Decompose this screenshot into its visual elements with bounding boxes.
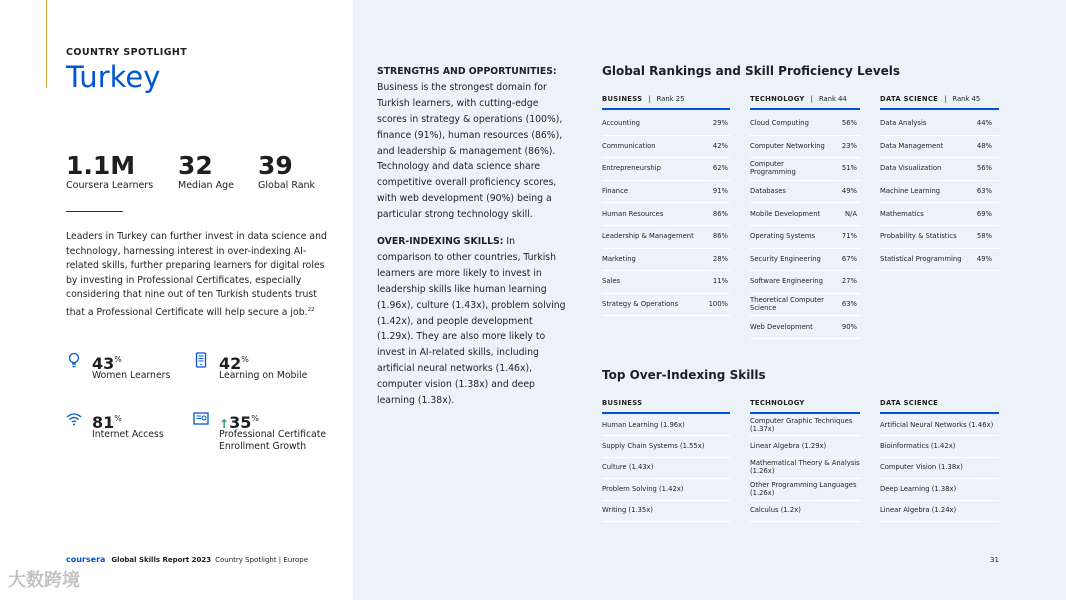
over-indexing-skill: Human Learning (1.96x) xyxy=(602,420,685,429)
column-name: BUSINESS xyxy=(602,399,643,407)
metric-mobile xyxy=(193,350,333,390)
top-skills-table xyxy=(602,399,999,529)
row-divider xyxy=(880,521,999,522)
arrow-up-icon: ↑ xyxy=(219,417,230,431)
over-indexing-skill: Computer Graphic Techniques (1.37x) xyxy=(750,416,853,433)
metric-value: 43% xyxy=(92,354,122,373)
skill-name: Operating Systems xyxy=(750,232,816,241)
intro-text: Leaders in Turkey can further invest in data science and technology, harnessing interest in over-indexing AI-related skills, further preparing learners for digital roles by investing in Professional Certificates, especially considering that nine out of ten Turkish students trust that a Professional Certificate will help secure a job. xyxy=(66,231,327,319)
skill-name: Marketing xyxy=(602,254,636,263)
header-rule xyxy=(880,108,999,110)
column-name: TECHNOLOGY xyxy=(750,95,805,103)
skill-name: Theoretical Computer Science xyxy=(750,296,824,313)
skill-value: N/A xyxy=(844,209,857,218)
skill-name: Communication xyxy=(602,141,656,150)
skill-name: Accounting xyxy=(602,119,640,128)
page-number: 31 xyxy=(990,556,999,564)
skill-value: 56% xyxy=(841,119,857,128)
skill-name: Data Visualization xyxy=(880,164,942,173)
certificate-icon xyxy=(193,411,209,427)
divider xyxy=(66,211,123,212)
section-label: Country Spotlight | Europe xyxy=(215,556,309,564)
column-header xyxy=(880,95,980,103)
stat-value: 1.1M xyxy=(66,151,136,180)
stat-value: 32 xyxy=(178,151,213,180)
over-indexing-skill: Problem Solving (1.42x) xyxy=(602,484,684,493)
skill-value: 63% xyxy=(841,300,857,309)
skill-name: Computer Networking xyxy=(750,141,825,150)
skill-name: Security Engineering xyxy=(750,254,821,263)
skill-name: Computer Programming xyxy=(750,160,796,177)
footnote-marker: 22 xyxy=(307,306,315,313)
over-indexing-skill: Bioinformatics (1.42x) xyxy=(880,442,956,451)
strengths-body: Business is the strongest domain for Turkish learners, with cutting-edge scores in strategy & operations (100%), finance (91%), human resources (86%), and leadership & management (86%). Technology and data science share competitive overall proficiency scores, with web development (90%) being a particular strong technology skill. xyxy=(377,81,563,221)
over-indexing-skill: Linear Algebra (1.29x) xyxy=(750,442,827,451)
skill-name: Databases xyxy=(750,187,786,196)
skill-name: Leadership & Management xyxy=(602,232,694,241)
header-separator: | xyxy=(810,95,813,103)
strengths-heading: STRENGTHS AND OPPORTUNITIES: xyxy=(377,66,557,77)
skill-value: 62% xyxy=(712,164,728,173)
over-indexing-skill: Other Programming Languages (1.26x) xyxy=(750,480,857,497)
skill-name: Entrepreneurship xyxy=(602,164,661,173)
skill-value: 29% xyxy=(712,119,728,128)
row-divider xyxy=(750,521,860,522)
skill-value: 86% xyxy=(712,232,728,241)
report-title: Global Skills Report 2023 xyxy=(111,556,212,564)
skill-name: Mobile Development xyxy=(750,209,821,218)
skill-value: 58% xyxy=(976,232,992,241)
skill-name: Human Resources xyxy=(602,209,664,218)
coursera-logo: coursera xyxy=(66,555,106,564)
column-header xyxy=(602,399,642,407)
skill-value: 28% xyxy=(712,254,728,263)
skill-name: Data Analysis xyxy=(880,119,927,128)
skill-name: Statistical Programming xyxy=(880,254,962,263)
metric-label: Women Learners xyxy=(92,370,171,381)
skill-value: 42% xyxy=(712,141,728,150)
header-separator: | xyxy=(648,95,651,103)
skill-name: Machine Learning xyxy=(880,187,941,196)
overindexing-paragraph xyxy=(377,234,567,409)
top-skills-title: Top Over-Indexing Skills xyxy=(602,368,766,382)
over-indexing-skill: Supply Chain Systems (1.55x) xyxy=(602,442,705,451)
column-rank: Rank 45 xyxy=(952,95,981,103)
stat-label: Coursera Learners xyxy=(66,180,154,191)
column-name: TECHNOLOGY xyxy=(750,399,805,407)
column-rank: Rank 44 xyxy=(818,95,847,103)
column-name: BUSINESS xyxy=(602,95,643,103)
skill-value: 44% xyxy=(976,119,992,128)
metric-label: Learning on Mobile xyxy=(219,370,308,381)
column-header xyxy=(750,399,805,407)
skill-name: Finance xyxy=(602,187,629,196)
rankings-table xyxy=(602,95,999,340)
skill-value: 71% xyxy=(841,232,857,241)
skill-value: 86% xyxy=(712,209,728,218)
stat-learners xyxy=(66,152,153,192)
skill-value: 56% xyxy=(976,164,992,173)
skill-name: Sales xyxy=(602,277,621,286)
row-divider xyxy=(750,338,860,339)
row-divider xyxy=(602,315,730,316)
lightbulb-icon xyxy=(66,352,82,368)
skill-value: 90% xyxy=(841,322,857,331)
footer xyxy=(66,555,308,564)
metric-value: 42% xyxy=(219,354,249,373)
stat-median-age xyxy=(178,152,234,192)
metric-value: ↑35% xyxy=(219,413,259,432)
mobile-phone-icon xyxy=(193,352,209,368)
header-separator: | xyxy=(944,95,947,103)
stat-label: Median Age xyxy=(178,180,234,191)
over-indexing-skill: Computer Vision (1.38x) xyxy=(880,463,963,472)
skill-value: 63% xyxy=(976,187,992,196)
strengths-paragraph xyxy=(377,64,567,223)
wifi-icon xyxy=(66,411,82,427)
page-title: Turkey xyxy=(66,60,161,94)
skill-name: Probability & Statistics xyxy=(880,232,957,241)
skill-value: 51% xyxy=(841,164,857,173)
skill-name: Strategy & Operations xyxy=(602,300,679,309)
skill-value: 91% xyxy=(712,187,728,196)
over-indexing-skill: Culture (1.43x) xyxy=(602,463,654,472)
skill-name: Cloud Computing xyxy=(750,119,809,128)
column-header xyxy=(750,95,847,103)
skill-value: 100% xyxy=(708,300,728,309)
row-divider xyxy=(602,521,730,522)
metric-value: 81% xyxy=(92,413,122,432)
skill-value: 27% xyxy=(841,277,857,286)
skill-value: 23% xyxy=(841,141,857,150)
column-rank: Rank 25 xyxy=(656,95,685,103)
overindexing-body: In comparison to other countries, Turkish learners are more likely to invest in leadership skills like human learning (1.96x), culture (1.43x), problem solving (1.42x), and people development (1.29x). They are also more likely to invest in AI-related skills, including artificial neural networks (1.46x), computer vision (1.38x) and deep learning (1.38x). xyxy=(377,236,566,407)
over-indexing-skill: Deep Learning (1.38x) xyxy=(880,484,957,493)
over-indexing-skill: Writing (1.35x) xyxy=(602,506,653,515)
stat-global-rank xyxy=(258,152,315,192)
metric-certificate-growth xyxy=(193,409,343,457)
skill-value: 69% xyxy=(976,209,992,218)
metric-internet xyxy=(66,409,186,449)
watermark: 大数跨境 xyxy=(8,570,80,591)
column-header xyxy=(602,95,684,103)
column-name: DATA SCIENCE xyxy=(880,95,939,103)
header-rule xyxy=(750,108,860,110)
over-indexing-skill: Artificial Neural Networks (1.46x) xyxy=(880,420,994,429)
skill-value: 67% xyxy=(841,254,857,263)
column-header xyxy=(880,399,938,407)
row-divider xyxy=(880,270,999,271)
skill-value: 48% xyxy=(976,141,992,150)
over-indexing-skill: Mathematical Theory & Analysis (1.26x) xyxy=(750,459,860,476)
over-indexing-skill: Linear Algebra (1.24x) xyxy=(880,506,957,515)
metric-women xyxy=(66,350,186,390)
stat-value: 39 xyxy=(258,151,293,180)
skill-name: Mathematics xyxy=(880,209,924,218)
overindexing-heading: OVER-INDEXING SKILLS: xyxy=(377,236,504,247)
over-indexing-skill: Calculus (1.2x) xyxy=(750,506,801,515)
metric-label: Internet Access xyxy=(92,429,164,440)
skill-value: 49% xyxy=(976,254,992,263)
skill-value: 49% xyxy=(841,187,857,196)
intro-paragraph xyxy=(66,230,336,321)
metric-label: Professional Certificate Enrollment Growth xyxy=(219,429,327,452)
skill-value: 11% xyxy=(712,277,728,286)
header-rule xyxy=(602,108,730,110)
stat-label: Global Rank xyxy=(258,180,316,191)
eyebrow-label: COUNTRY SPOTLIGHT xyxy=(66,47,188,58)
accent-line xyxy=(46,0,47,88)
skill-name: Web Development xyxy=(750,322,813,331)
skill-name: Data Management xyxy=(880,141,944,150)
skill-name: Software Engineering xyxy=(750,277,823,286)
rankings-title: Global Rankings and Skill Proficiency Levels xyxy=(602,64,901,78)
column-name: DATA SCIENCE xyxy=(880,399,939,407)
